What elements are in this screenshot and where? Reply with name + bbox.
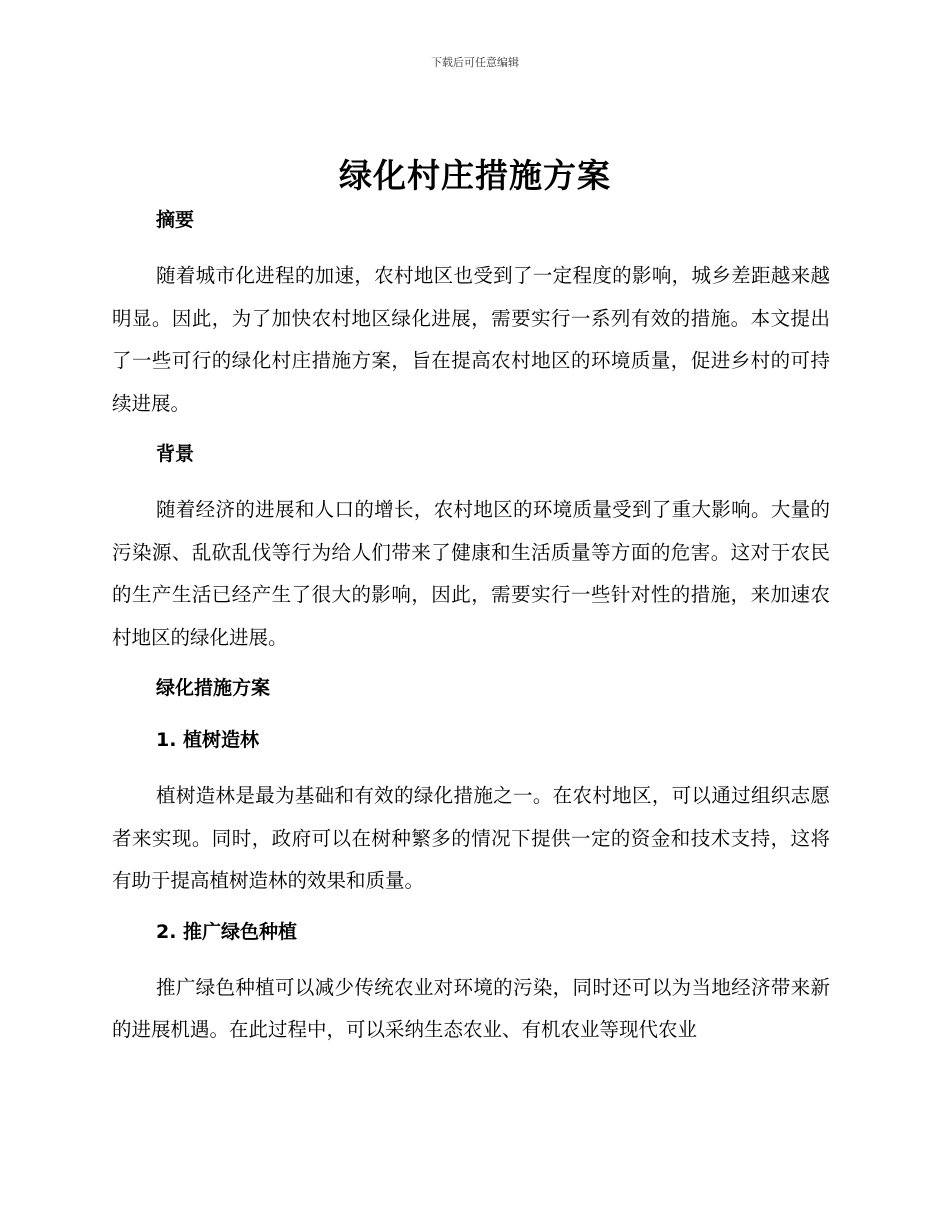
background-heading: 背景 <box>156 443 195 465</box>
abstract-paragraph: 随着城市化进程的加速，农村地区也受到了一定程度的影响，城乡差距越来越明显。因此，为了加快农村地区绿化进展，需要实行一系列有效的措施。本文提出了一些可行的绿化村庄措施方案，旨在提高农村地区的环境质量，促进乡村的可持续进展。 <box>112 264 830 415</box>
item2-paragraph: 推广绿色种植可以减少传统农业对环境的污染，同时还可以为当地经济带来新的进展机遇。在此过程中，可以采纳生态农业、有机农业等现代农业 <box>112 975 830 1041</box>
document-title: 绿化村庄措施方案 <box>339 156 611 195</box>
item1-paragraph: 植树造林是最为基础和有效的绿化措施之一。在农村地区，可以通过组织志愿者来实现。同时，政府可以在树种繁多的情况下提供一定的资金和技术支持，这将有助于提高植树造林的效果和质量。 <box>112 784 830 892</box>
background-paragraph: 随着经济的进展和人口的增长，农村地区的环境质量受到了重大影响。大量的污染源、乱砍乱伐等行为给人们带来了健康和生活质量等方面的危害。这对于农民的生产生活已经产生了很大的影响，因此，需要实行一些针对性的措施，来加速农村地区的绿化进展。 <box>112 498 830 649</box>
document-body <box>112 203 830 1064</box>
abstract-heading: 摘要 <box>156 209 195 231</box>
item2-heading: 2. 推广绿色种植 <box>156 920 298 943</box>
plan-heading: 绿化措施方案 <box>156 677 271 699</box>
header-note: 下载后可任意编辑 <box>431 56 519 69</box>
item1-heading: 1. 植树造林 <box>156 729 260 751</box>
